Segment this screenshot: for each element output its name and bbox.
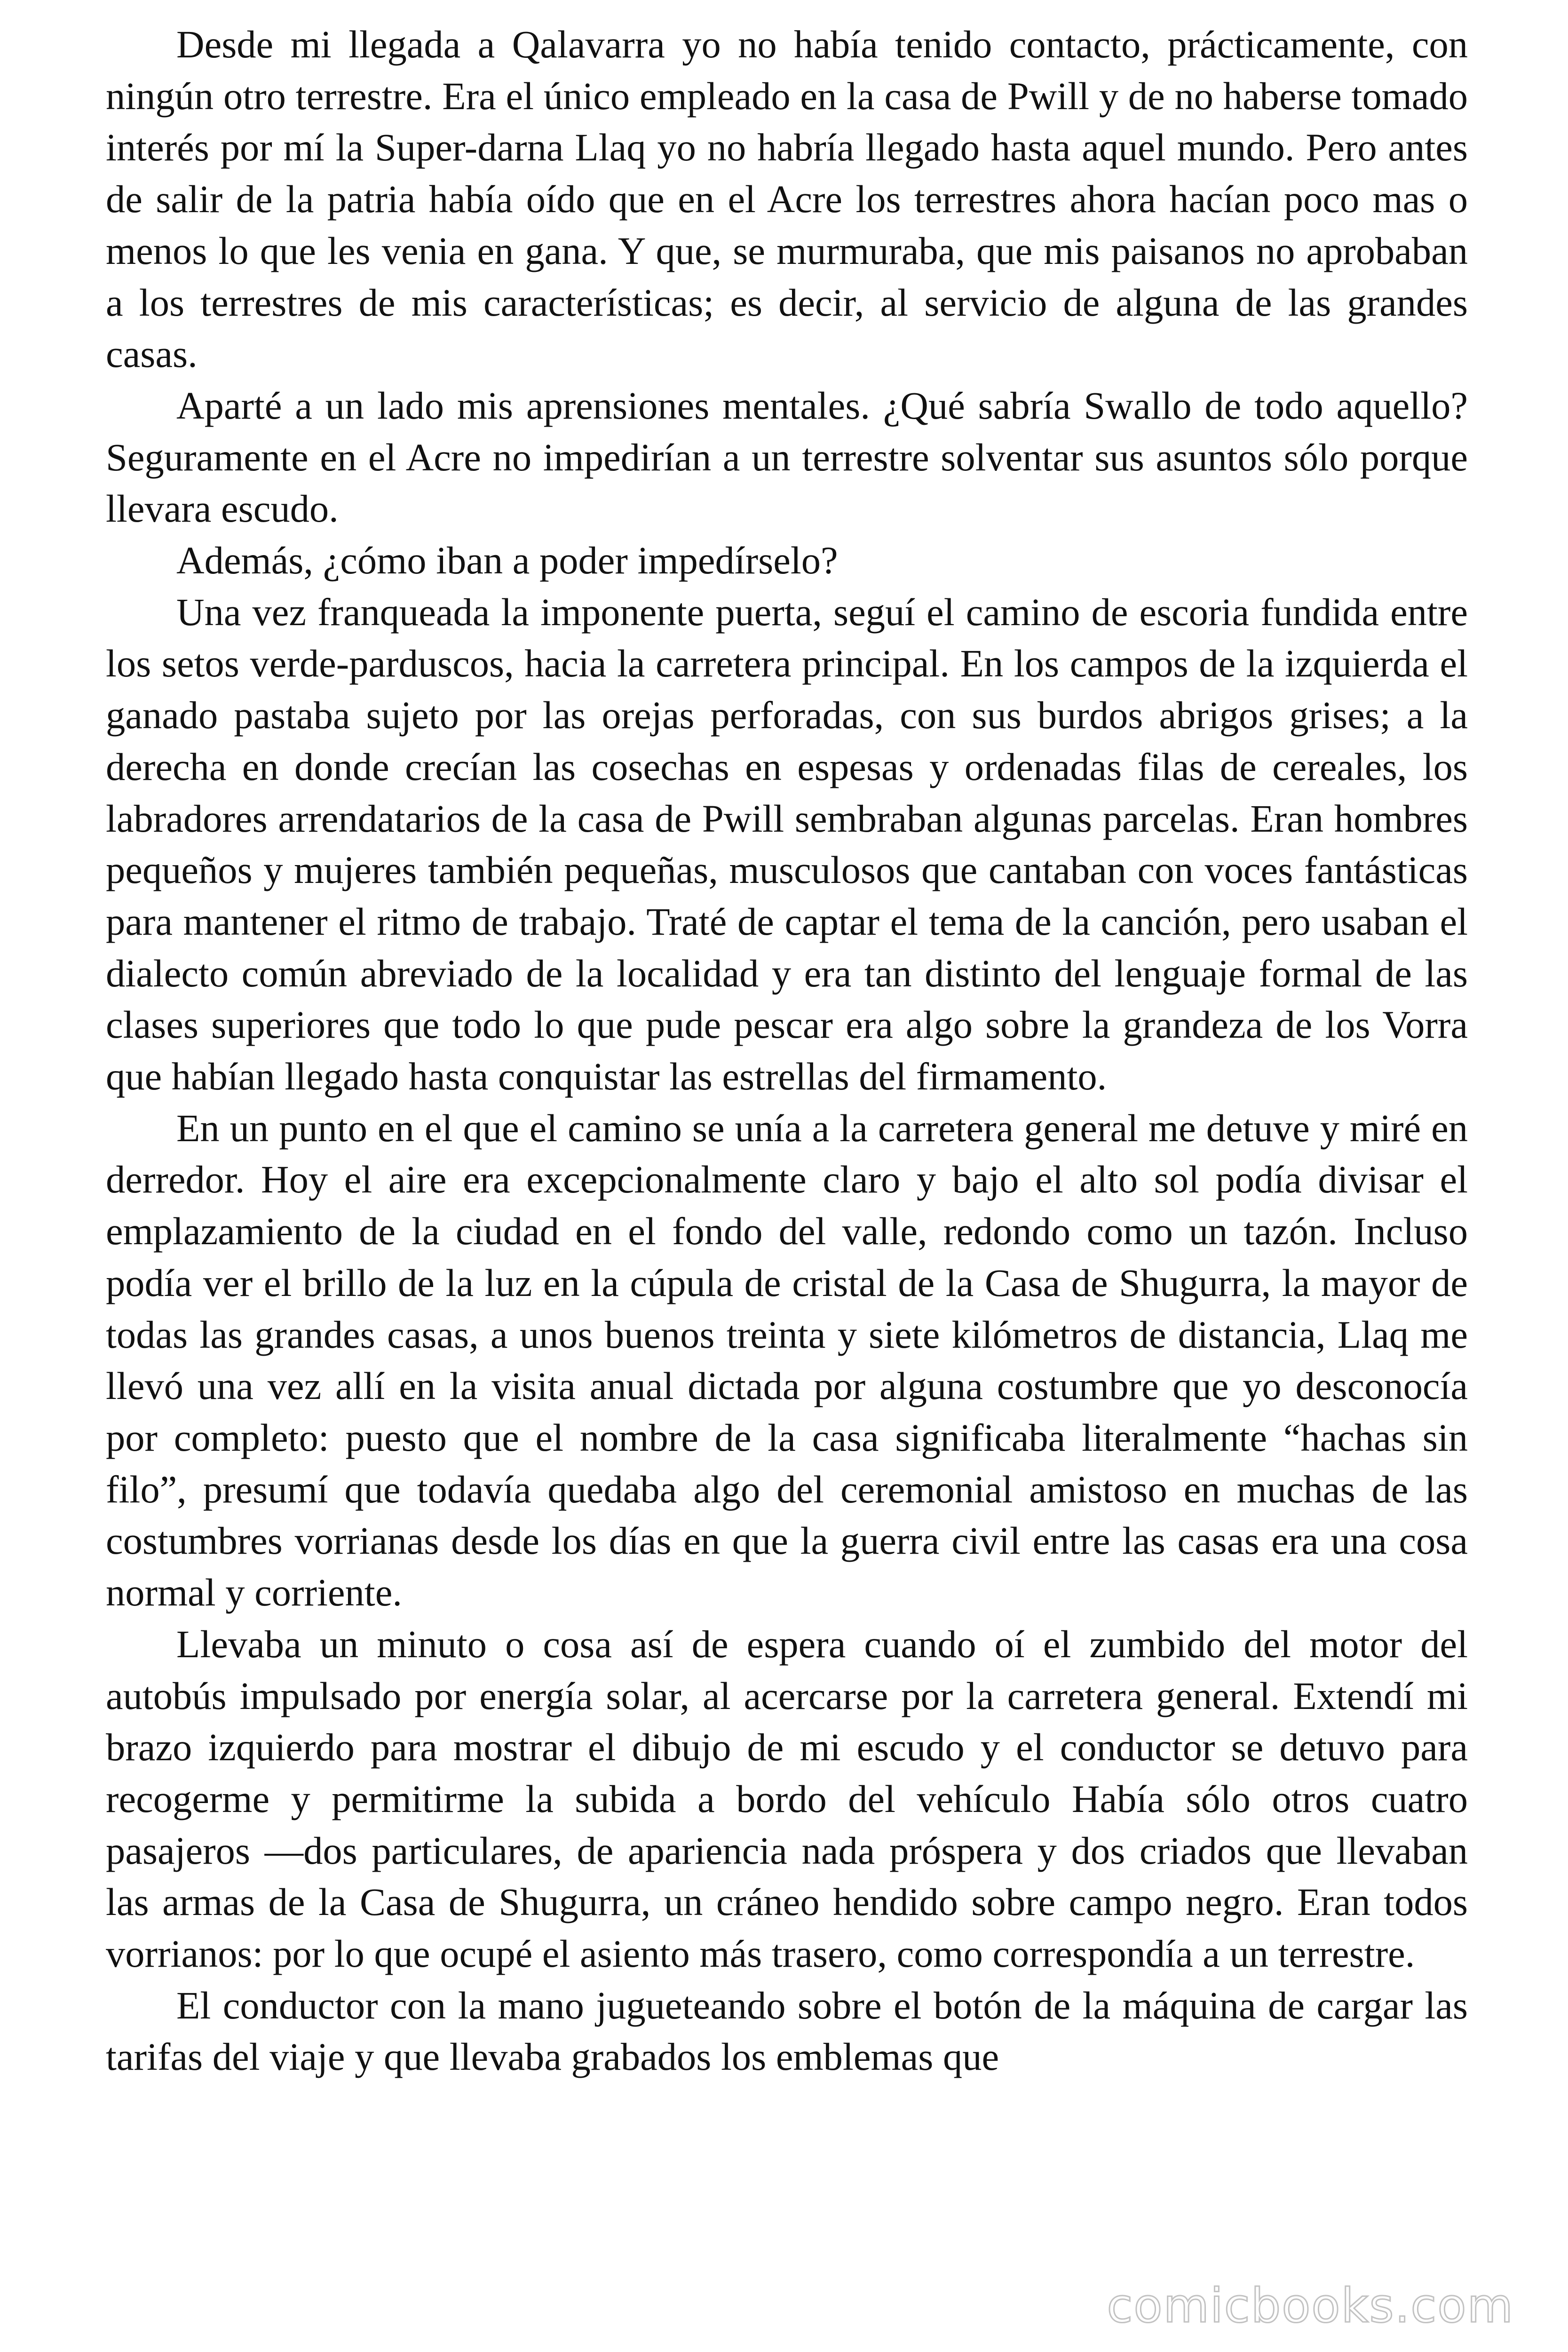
paragraph-1: Desde mi llegada a Qalavarra yo no había tenido contacto, prácticamente, con ningún otro terrestre. Era el único empleado en la casa de Pwill y de no haberse tomado interés por mí la Super-darna Llaq yo no habría llegado hasta aquel mundo. Pero antes de salir de la patria había oído que en el Acre los terrestres ahora hacían poco mas o menos lo que les venia en gana. Y que, se murmuraba, que mis paisanos no aprobaban a los terrestres de mis características; es decir, al servicio de alguna de las grandes casas. (106, 23, 1468, 376)
paragraph-3: Además, ¿cómo iban a poder impedírselo? (176, 539, 838, 582)
paragraph-6: Llevaba un minuto o cosa así de espera cuando oí el zumbido del motor del autobús impulsado por energía solar, al acercarse por la carretera general. Extendí mi brazo izquierdo para mostrar el dibujo de mi escudo y el conductor se detuvo para recogerme y permitirme la subida a bordo del vehículo Había sólo otros cuatro pasajeros —dos particulares, de apariencia nada próspera y dos criados que llevaban las armas de la Casa de Shugurra, un cráneo hendido sobre campo negro. Eran todos vorrianos: por lo que ocupé el asiento más trasero, como correspondía a un terrestre. (106, 1622, 1468, 1976)
paragraph-2: Aparté a un lado mis aprensiones mentales. ¿Qué sabría Swallo de todo aquello? Seguramente en el Acre no impedirían a un terrestre solventar sus asuntos sólo porque llevara escudo. (106, 383, 1468, 531)
paragraph-7: El conductor con la mano jugueteando sobre el botón de la máquina de cargar las tarifas del viaje y que llevaba grabados los emblemas que (106, 1983, 1468, 2079)
paragraph-5: En un punto en el que el camino se unía a la carretera general me detuve y miré en derredor. Hoy el aire era excepcionalmente claro y bajo el alto sol podía divisar el emplazamiento de la ciudad en el fondo del valle, redondo como un tazón. Incluso podía ver el brillo de la luz en la cúpula de cristal de la Casa de Shugurra, la mayor de todas las grandes casas, a unos buenos treinta y siete kilómetros de distancia, Llaq me llevó una vez allí en la visita anual dictada por alguna costumbre que yo desconocía por completo: puesto que el nombre de la casa significaba literalmente “hachas sin filo”, presumí que todavía quedaba algo del ceremonial amistoso en muchas de las costumbres vorrianas desde los días en que la guerra civil entre las casas era una cosa normal y corriente. (106, 1106, 1468, 1614)
watermark: comicbooks.com (1107, 2278, 1514, 2333)
document-page (106, 19, 1468, 2083)
paragraph-4: Una vez franqueada la imponente puerta, seguí el camino de escoria fundida entre los setos verde-parduscos, hacia la carretera principal. En los campos de la izquierda el ganado pastaba sujeto por las orejas perforadas, con sus burdos abrigos grises; a la derecha en donde crecían las cosechas en espesas y ordenadas filas de cereales, los labradores arrendatarios de la casa de Pwill sembraban algunas parcelas. Eran hombres pequeños y mujeres también pequeñas, musculosos que cantaban con voces fantásticas para mantener el ritmo de trabajo. Traté de captar el tema de la canción, pero usaban el dialecto común abreviado de la localidad y era tan distinto del lenguaje formal de las clases superiores que todo lo que pude pescar era algo sobre la grandeza de los Vorra que habían llegado hasta conquistar las estrellas del firmamento. (106, 590, 1468, 1098)
